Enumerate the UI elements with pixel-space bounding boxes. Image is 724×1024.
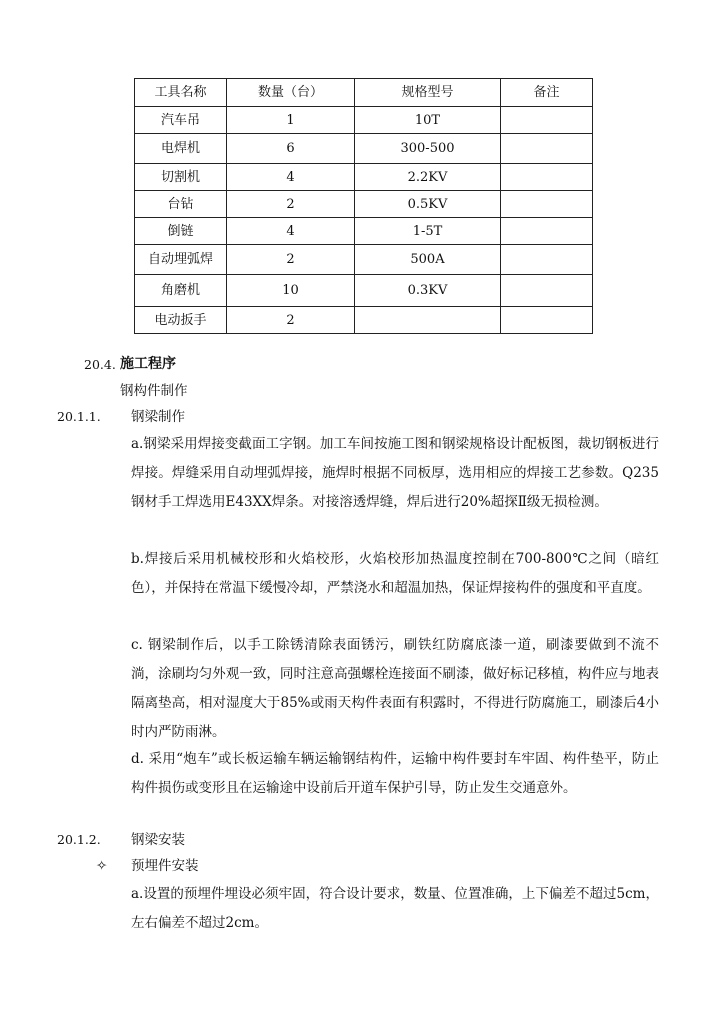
table-cell: 角磨机: [135, 275, 227, 307]
section-heading: 钢梁制作: [131, 409, 185, 425]
table-cell: 4: [227, 164, 355, 191]
paragraph-c: c. 钢梁制作后，以手工除锈清除表面锈污，刷铁红防腐底漆一道，刷漆要做到不流不淌，涂刷均匀外观一致，同时注意高强螺栓连接面不刷漆，做好标记移植，构件应与地表隔离垫高，相对湿度大于85%或雨天构件表面有积露时，不得进行防腐施工，刷漆后4小时内严防雨淋。: [131, 637, 659, 740]
table-row: [135, 164, 593, 191]
diamond-bullet-icon: ✧: [96, 858, 108, 874]
table-cell: [501, 245, 593, 275]
table-row: [135, 218, 593, 245]
table-cell: [501, 218, 593, 245]
table-cell: 1-5T: [355, 218, 501, 245]
tools-table: [134, 78, 593, 334]
table-cell: [501, 164, 593, 191]
table-cell: 台钻: [135, 191, 227, 218]
section-heading: 施工程序: [120, 356, 176, 372]
header-cell: 备注: [501, 79, 593, 107]
table-cell: 0.3KV: [355, 275, 501, 307]
paragraph-e: a.设置的预埋件埋设必须牢固，符合设计要求，数量、位置准确，上下偏差不超过5cm，左右偏差不超过2cm。: [131, 886, 659, 931]
section-number: 20.1.2.: [57, 832, 101, 847]
header-cell: 数量（台）: [227, 79, 355, 107]
section-number: 20.1.1.: [57, 409, 101, 424]
table-header-row: [135, 79, 593, 107]
table-cell: 10: [227, 275, 355, 307]
table-cell: 2: [227, 245, 355, 275]
table-cell: [501, 107, 593, 134]
bullet-text: 预埋件安装: [131, 858, 199, 874]
table-cell: [501, 307, 593, 334]
table-cell: 500A: [355, 245, 501, 275]
table-cell: 6: [227, 134, 355, 164]
table-cell: 1: [227, 107, 355, 134]
paragraph-a: a.钢梁采用焊接变截面工字钢。加工车间按施工图和钢梁规格设计配板图，裁切钢板进行焊接。焊缝采用自动埋弧焊接，施焊时根据不同板厚，选用相应的焊接工艺参数。Q235钢材手工焊选用E43XX焊条。对接溶透焊缝，焊后进行20%超探Ⅱ级无损检测。: [131, 436, 659, 510]
paragraph-d: d. 采用“炮车”或长板运输车辆运输钢结构件，运输中构件要封车牢固、构件垫平，防止构件损伤或变形且在运输途中设前后开道车保护引导，防止发生交通意外。: [131, 751, 659, 796]
table-cell: 0.5KV: [355, 191, 501, 218]
table-row: [135, 275, 593, 307]
table-cell: 2.2KV: [355, 164, 501, 191]
table-cell: [501, 191, 593, 218]
section-heading: 钢梁安装: [131, 832, 185, 848]
table-cell: [501, 134, 593, 164]
header-cell: 规格型号: [355, 79, 501, 107]
table-cell: 2: [227, 307, 355, 334]
table-cell: [355, 307, 501, 334]
table-cell: 300-500: [355, 134, 501, 164]
table-cell: 2: [227, 191, 355, 218]
table-cell: 10T: [355, 107, 501, 134]
table-cell: 4: [227, 218, 355, 245]
table-cell: 倒链: [135, 218, 227, 245]
table-cell: [501, 275, 593, 307]
table-row: [135, 134, 593, 164]
table-row: [135, 191, 593, 218]
section-number: 20.4.: [84, 357, 116, 372]
table-row: [135, 107, 593, 134]
subsection-heading: 钢构件制作: [120, 383, 188, 399]
table-cell: 切割机: [135, 164, 227, 191]
table-row: [135, 307, 593, 334]
table-cell: 自动埋弧焊: [135, 245, 227, 275]
table-row: [135, 245, 593, 275]
header-cell: 工具名称: [135, 79, 227, 107]
table-cell: 电动扳手: [135, 307, 227, 334]
table-cell: 电焊机: [135, 134, 227, 164]
table-cell: 汽车吊: [135, 107, 227, 134]
paragraph-b: b.焊接后采用机械校形和火焰校形，火焰校形加热温度控制在700-800℃之间（暗红色），并保持在常温下缓慢冷却，严禁浇水和超温加热，保证焊接构件的强度和平直度。: [131, 551, 659, 596]
